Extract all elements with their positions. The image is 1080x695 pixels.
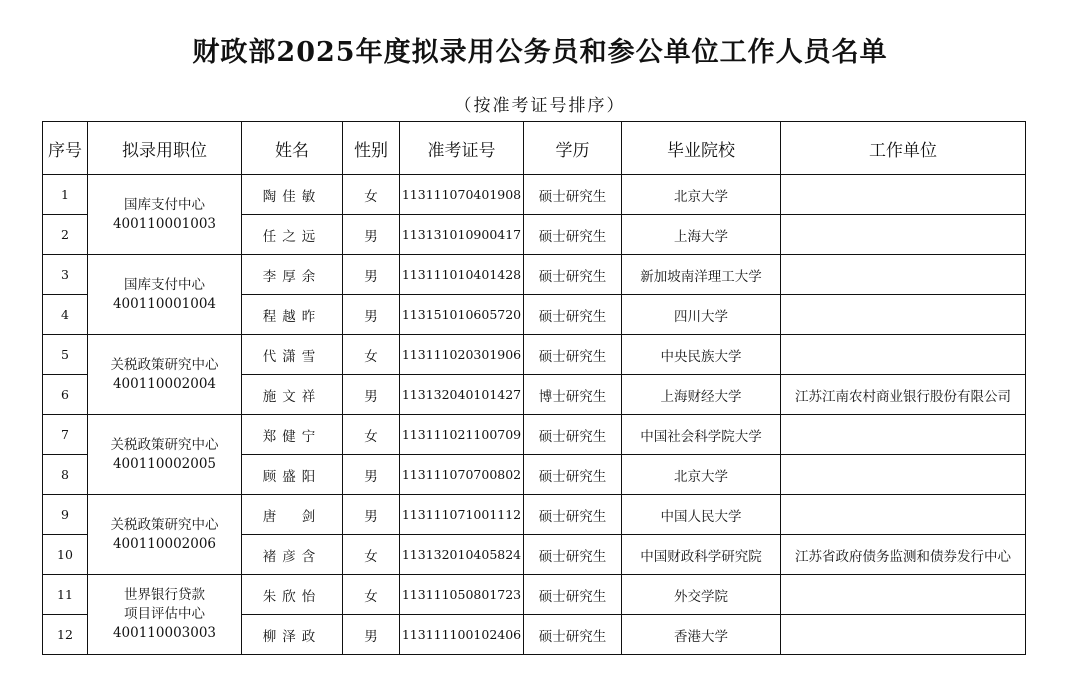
candidate-name: 代潇雪 bbox=[242, 335, 343, 375]
page-subtitle: （按准考证号排序） bbox=[454, 96, 626, 116]
employer bbox=[781, 175, 1026, 215]
position-cell bbox=[88, 335, 242, 415]
header-name: 姓名 bbox=[242, 122, 343, 175]
candidate-gender: 男 bbox=[343, 455, 400, 495]
exam-id: 113111100102406 bbox=[400, 615, 524, 655]
degree: 硕士研究生 bbox=[524, 335, 622, 375]
exam-id: 113151010605720 bbox=[400, 295, 524, 335]
position-line: 400110003003 bbox=[112, 625, 217, 641]
employer bbox=[781, 215, 1026, 255]
degree: 硕士研究生 bbox=[524, 455, 622, 495]
header-degree: 学历 bbox=[524, 122, 622, 175]
exam-id: 113131010900417 bbox=[400, 215, 524, 255]
table-row bbox=[43, 255, 1026, 295]
degree: 硕士研究生 bbox=[524, 495, 622, 535]
degree: 硕士研究生 bbox=[524, 175, 622, 215]
degree: 硕士研究生 bbox=[524, 615, 622, 655]
candidate-gender: 女 bbox=[343, 535, 400, 575]
position-cell bbox=[88, 175, 242, 255]
candidate-gender: 男 bbox=[343, 615, 400, 655]
school: 中央民族大学 bbox=[622, 335, 781, 375]
row-index: 3 bbox=[43, 255, 88, 295]
header-index: 序号 bbox=[43, 122, 88, 175]
candidate-name: 施文祥 bbox=[242, 375, 343, 415]
position-line: 项目评估中心 bbox=[124, 606, 205, 622]
degree: 硕士研究生 bbox=[524, 215, 622, 255]
candidate-gender: 女 bbox=[343, 175, 400, 215]
exam-id: 113111010401428 bbox=[400, 255, 524, 295]
header-position: 拟录用职位 bbox=[88, 122, 242, 175]
candidate-gender: 男 bbox=[343, 215, 400, 255]
degree: 硕士研究生 bbox=[524, 295, 622, 335]
row-index: 8 bbox=[43, 455, 88, 495]
position-line: 400110002004 bbox=[112, 375, 217, 392]
position-cell bbox=[88, 255, 242, 335]
exam-id: 113132010405824 bbox=[400, 535, 524, 575]
employer bbox=[781, 495, 1026, 535]
employer: 江苏省政府债务监测和债券发行中心 bbox=[781, 535, 1026, 575]
candidate-name: 李厚余 bbox=[242, 255, 343, 295]
candidate-name: 唐 剑 bbox=[242, 495, 343, 535]
school: 中国社会科学院大学 bbox=[622, 415, 781, 455]
exam-id: 113111070700802 bbox=[400, 455, 524, 495]
candidate-name: 陶佳敏 bbox=[242, 175, 343, 215]
position-line: 国库支付中心 bbox=[124, 196, 205, 213]
header-gender: 性别 bbox=[343, 122, 400, 175]
candidate-gender: 男 bbox=[343, 495, 400, 535]
row-index: 11 bbox=[43, 575, 88, 615]
degree: 硕士研究生 bbox=[524, 255, 622, 295]
school: 香港大学 bbox=[622, 615, 781, 655]
employer bbox=[781, 615, 1026, 655]
employer bbox=[781, 415, 1026, 455]
row-index: 2 bbox=[43, 215, 88, 255]
candidate-gender: 男 bbox=[343, 295, 400, 335]
table-row bbox=[43, 175, 1026, 215]
row-index: 12 bbox=[43, 615, 88, 655]
exam-id: 113111020301906 bbox=[400, 335, 524, 375]
position-line: 关税政策研究中心 bbox=[110, 356, 219, 373]
school: 上海大学 bbox=[622, 215, 781, 255]
position-line: 400110001004 bbox=[112, 295, 217, 312]
row-index: 1 bbox=[43, 175, 88, 215]
position-line: 关税政策研究中心 bbox=[110, 436, 219, 453]
candidate-name: 程越昨 bbox=[242, 295, 343, 335]
exam-id: 113111071001112 bbox=[400, 495, 524, 535]
table-row bbox=[43, 415, 1026, 455]
position-line: 400110002006 bbox=[112, 535, 217, 552]
row-index: 5 bbox=[43, 335, 88, 375]
degree: 硕士研究生 bbox=[524, 575, 622, 615]
employer bbox=[781, 255, 1026, 295]
candidate-name: 朱欣怡 bbox=[242, 575, 343, 615]
header-school: 毕业院校 bbox=[622, 122, 781, 175]
candidate-gender: 男 bbox=[343, 255, 400, 295]
candidate-name: 褚彦含 bbox=[242, 535, 343, 575]
row-index: 6 bbox=[43, 375, 88, 415]
employer bbox=[781, 575, 1026, 615]
school: 四川大学 bbox=[622, 295, 781, 335]
page-title: 财政部2025年度拟录用公务员和参公单位工作人员名单 bbox=[192, 37, 888, 68]
position-line: 关税政策研究中心 bbox=[110, 516, 219, 533]
school: 中国人民大学 bbox=[622, 495, 781, 535]
row-index: 10 bbox=[43, 535, 88, 575]
table-body bbox=[43, 175, 1026, 655]
school: 中国财政科学研究院 bbox=[622, 535, 781, 575]
employer bbox=[781, 335, 1026, 375]
candidate-gender: 男 bbox=[343, 375, 400, 415]
row-index: 7 bbox=[43, 415, 88, 455]
school: 北京大学 bbox=[622, 455, 781, 495]
position-cell bbox=[88, 495, 242, 575]
employer: 江苏江南农村商业银行股份有限公司 bbox=[781, 375, 1026, 415]
position-line: 400110001003 bbox=[112, 215, 217, 232]
candidate-name: 顾盛阳 bbox=[242, 455, 343, 495]
candidate-name: 柳泽政 bbox=[242, 615, 343, 655]
school: 新加坡南洋理工大学 bbox=[622, 255, 781, 295]
position-line: 400110002005 bbox=[112, 455, 217, 472]
candidate-gender: 女 bbox=[343, 335, 400, 375]
employer bbox=[781, 295, 1026, 335]
candidate-name: 任之远 bbox=[242, 215, 343, 255]
school: 北京大学 bbox=[622, 175, 781, 215]
candidate-table bbox=[42, 121, 1026, 655]
position-cell bbox=[88, 575, 242, 655]
degree: 博士研究生 bbox=[524, 375, 622, 415]
degree: 硕士研究生 bbox=[524, 415, 622, 455]
row-index: 9 bbox=[43, 495, 88, 535]
school: 上海财经大学 bbox=[622, 375, 781, 415]
exam-id: 113132040101427 bbox=[400, 375, 524, 415]
position-cell bbox=[88, 415, 242, 495]
candidate-gender: 女 bbox=[343, 575, 400, 615]
table-row bbox=[43, 575, 1026, 615]
header-exam-id: 准考证号 bbox=[400, 122, 524, 175]
position-line: 国库支付中心 bbox=[124, 276, 205, 293]
table-row bbox=[43, 335, 1026, 375]
degree: 硕士研究生 bbox=[524, 535, 622, 575]
school: 外交学院 bbox=[622, 575, 781, 615]
header-employer: 工作单位 bbox=[781, 122, 1026, 175]
exam-id: 113111070401908 bbox=[400, 175, 524, 215]
table-row bbox=[43, 495, 1026, 535]
candidate-gender: 女 bbox=[343, 415, 400, 455]
position-line: 世界银行贷款 bbox=[124, 587, 205, 603]
employer bbox=[781, 455, 1026, 495]
table-header-row bbox=[43, 122, 1026, 175]
candidate-name: 郑健宁 bbox=[242, 415, 343, 455]
exam-id: 113111050801723 bbox=[400, 575, 524, 615]
exam-id: 113111021100709 bbox=[400, 415, 524, 455]
row-index: 4 bbox=[43, 295, 88, 335]
